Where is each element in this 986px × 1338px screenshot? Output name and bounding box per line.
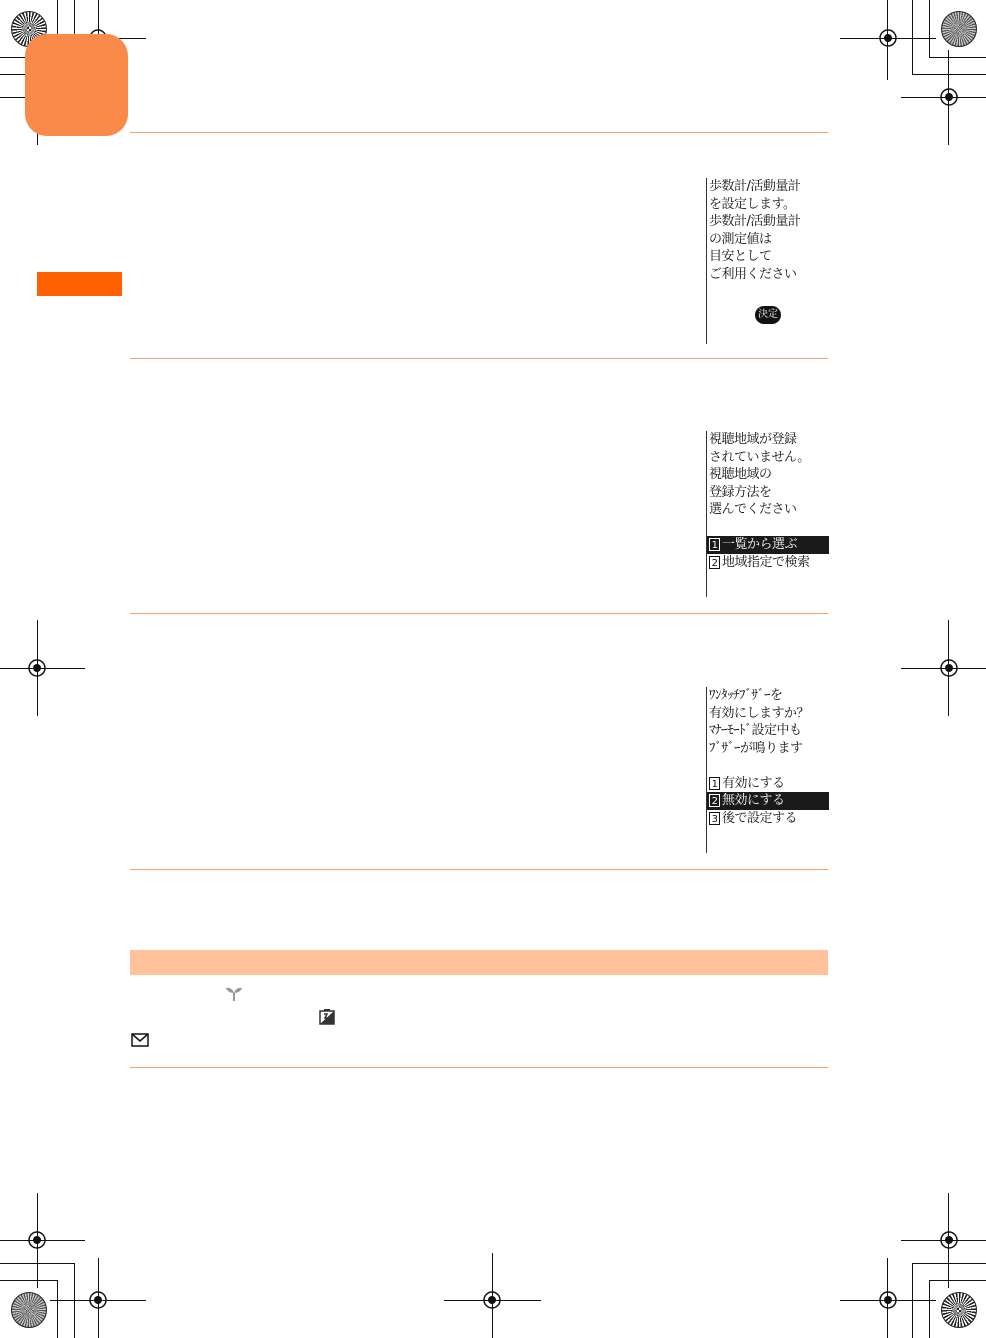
screen-text-line: 有効にしますか？ xyxy=(709,705,810,721)
option-number: 1 xyxy=(709,777,720,790)
viewing-area-screen xyxy=(706,431,829,597)
screen-text-line: 選んでください xyxy=(709,502,797,517)
section-divider xyxy=(130,132,828,133)
registration-mark-icon xyxy=(27,658,47,678)
menu-option-search-by-area[interactable] xyxy=(707,554,829,572)
option-label: 一覧から選ぶ xyxy=(722,537,798,552)
screen-text-line: を設定します。 xyxy=(709,196,796,212)
section-divider xyxy=(130,613,828,614)
screen-text-line: ﾌﾞｻﾞｰが鳴ります xyxy=(709,740,803,756)
option-number: 1 xyxy=(709,538,720,551)
screen-text-line: 目安として xyxy=(709,249,772,264)
menu-option-set-later[interactable] xyxy=(707,810,829,828)
registration-sunburst-icon xyxy=(11,1292,47,1328)
screen-text-line: 視聴地域の xyxy=(709,467,772,482)
menu-option-enable[interactable] xyxy=(707,775,829,793)
section-index-bar xyxy=(37,272,122,296)
option-label: 地域指定で検索 xyxy=(722,554,810,570)
chapter-tab xyxy=(25,34,128,136)
section-divider xyxy=(130,1067,828,1068)
battery-charging-icon xyxy=(318,1008,336,1030)
screen-text-line: 歩数計/活動量計 xyxy=(709,179,801,194)
pedometer-notice-screen xyxy=(706,178,829,344)
screen-text-line: ﾏﾅｰﾓｰﾄﾞ設定中も xyxy=(709,723,802,738)
screen-text-line: ご利用ください xyxy=(709,266,797,282)
registration-mark-icon xyxy=(88,1290,108,1310)
screen-text-line: ﾜﾝﾀｯﾁﾌﾞｻﾞｰを xyxy=(709,688,783,703)
option-number: 2 xyxy=(709,556,720,569)
menu-option-select-from-list[interactable] xyxy=(707,536,829,554)
registration-sunburst-icon xyxy=(941,11,977,47)
confirm-button[interactable]: 決定 xyxy=(755,306,781,324)
option-label: 無効にする xyxy=(722,793,785,808)
registration-mark-icon xyxy=(27,1230,47,1250)
section-divider xyxy=(130,869,828,870)
one-touch-buzzer-screen xyxy=(706,687,829,853)
mail-icon xyxy=(131,1032,149,1051)
registration-mark-icon xyxy=(939,658,959,678)
screen-text-line: 登録方法を xyxy=(709,484,772,500)
screen-text-line: されていません。 xyxy=(709,449,810,465)
registration-mark-icon xyxy=(939,1230,959,1250)
option-label: 有効にする xyxy=(722,775,785,791)
registration-mark-icon xyxy=(482,1290,502,1310)
registration-mark-icon xyxy=(878,1290,898,1310)
registration-mark-icon xyxy=(878,28,898,48)
option-number: 3 xyxy=(709,812,720,825)
registration-sunburst-icon xyxy=(941,1292,977,1328)
option-label: 後で設定する xyxy=(722,810,798,826)
sprout-icon xyxy=(225,985,243,1006)
section-divider xyxy=(130,358,828,359)
screen-text-line: 歩数計/活動量計 xyxy=(709,214,801,229)
screen-text-line: の測定値は xyxy=(709,231,772,247)
screen-text-line: 視聴地域が登録 xyxy=(709,432,797,447)
menu-option-disable[interactable] xyxy=(707,792,829,810)
note-header-band xyxy=(130,950,828,975)
registration-mark-icon xyxy=(939,87,959,107)
option-number: 2 xyxy=(709,794,720,807)
